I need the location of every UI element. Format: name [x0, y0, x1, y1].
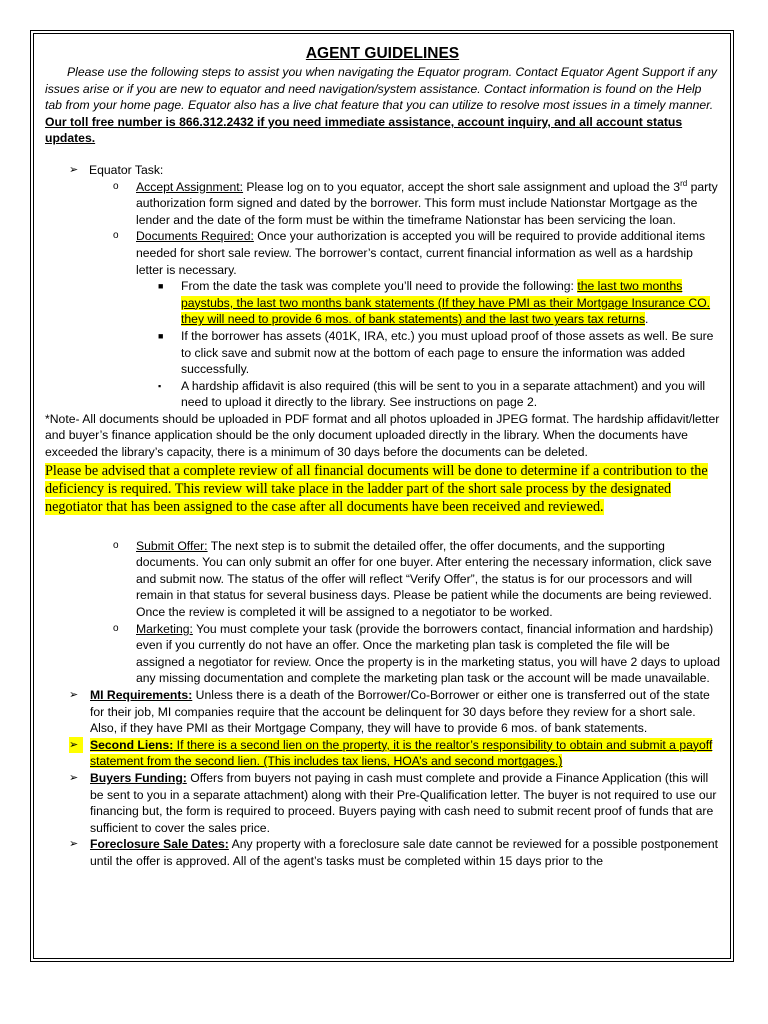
accept-assignment-item	[45, 179, 720, 229]
documents-required-item	[45, 228, 720, 278]
note-paragraph: *Note- All documents should be uploaded in PDF format and all photos uploaded in JPEG format. The hardship affidavit/letter and buyer’s finance application should be the only document uploaded directly in the library. When the documents have exceeded the library’s capacity, there is a minimum of 30 days before the documents can be deleted.	[45, 411, 720, 460]
arrow-bullet-icon: ➢	[69, 689, 79, 701]
foreclosure-item	[45, 836, 720, 869]
submit-offer-heading: Submit Offer:	[136, 538, 208, 553]
submit-offer-text: The next step is to submit the detailed offer, the offer documents, and the supporting documents. You can only submit an offer for one buyer. After entering the necessary information, click save and submit now. The status of the offer will reflect “Verify Offer”, the status is for our processors and will remain in that status for several business days. Please be patient while the documents are being reviewed. Once the review is completed it will be assigned to a negotiator to be worked.	[136, 538, 712, 620]
circle-bullet-icon: o	[113, 180, 119, 192]
documents-required-heading: Documents Required:	[136, 229, 254, 244]
square-bullet-icon: ▪	[158, 380, 162, 391]
circle-bullet-icon: o	[113, 230, 119, 242]
page-title: AGENT GUIDELINES	[305, 45, 460, 62]
spacer	[45, 516, 720, 538]
documents-bullet	[45, 378, 720, 411]
documents-required-text: Once your authorization is accepted you will be required to provide additional items needed for short sale review. The borrower’s contact, current financial information as well as a hardship letter is necessary.	[136, 229, 706, 277]
mi-requirements-item	[45, 687, 720, 737]
foreclosure-heading: Foreclosure Sale Dates:	[90, 837, 229, 852]
accept-assignment-heading: Accept Assignment:	[136, 179, 244, 194]
circle-bullet-icon: o	[113, 622, 119, 634]
equator-task-item	[45, 162, 720, 179]
square-bullet-icon: ■	[158, 330, 164, 341]
arrow-bullet-icon: ➢	[69, 737, 83, 754]
buyers-funding-heading: Buyers Funding:	[90, 770, 187, 785]
accept-assignment-text-b: party authorization form signed and dated by the borrower. This form must include Nationstar Mortgage as the lender and the date of the form must be within the timeframe Nationstar has been servicing the loan.	[136, 179, 718, 227]
intro-text: Please use the following steps to assist you when navigating the Equator program. Contact Equator Agent Support if any issues arise or if you are new to equator and need navigation/system assistance. Contact information is found on the Help tab from your home page. Equator also has a live chat feature that you can utilize to resolve most issues in a timely manner.	[45, 65, 717, 113]
documents-bullet	[45, 328, 720, 378]
documents-bullet-end: .	[645, 312, 649, 327]
circle-bullet-icon: o	[113, 539, 119, 551]
marketing-item	[45, 621, 720, 687]
advisory-highlight: Please be advised that a complete review of all financial documents will be done to determine if a contribution to the deficiency is required. This review will take place in the ladder part of the short sale process by the designated negotiator that has been assigned to the case after all documents have been received and reviewed.	[45, 462, 708, 515]
marketing-text: You must complete your task (provide the borrowers contact, financial information and hardship) even if you currently do not have an offer. Once the marketing plan task is completed the file will be assigned a negotiator for review. Once the property is in the marketing status, you will have 2 days to upload any missing documentation and complete the marketing plan task or the account will be made unavailable.	[136, 621, 720, 686]
square-bullet-icon: ■	[158, 281, 164, 292]
toll-free-number: Our toll free number is 866.312.2432 if you need immediate assistance, account inquiry, and all account status updates.	[45, 114, 683, 146]
second-liens-item	[45, 737, 720, 770]
documents-bullet-text: If the borrower has assets (401K, IRA, etc.) you must upload proof of those assets as well. Be sure to click save and submit now at the bottom of each page to ensure the information was added successfully.	[181, 328, 714, 377]
buyers-funding-item	[45, 770, 720, 836]
documents-bullet-highlight: the last two months paystubs, the last two months bank statements (If they have PMI as their Mortgage Insurance CO. they will need to provide 6 mos. of bank statements) and the last two years tax returns	[181, 279, 711, 327]
equator-task-label: Equator Task:	[89, 162, 164, 177]
arrow-bullet-icon: ➢	[69, 771, 79, 784]
documents-bullet	[45, 278, 720, 328]
accept-assignment-sup: rd	[680, 178, 688, 188]
advisory-paragraph	[45, 462, 720, 516]
documents-bullet-text: A hardship affidavit is also required (this will be sent to you in a separate attachment) and you will need to upload it directly to the library. See instructions on page 2.	[181, 378, 706, 410]
mi-requirements-heading: MI Requirements:	[90, 688, 193, 702]
buyers-funding-text: Offers from buyers not paying in cash must complete and provide a Finance Application (this will be sent to you in a separate attachment) along with their Pre-Qualification letter. The buyer is not required to use our financing but, the form is required to proceed. Buyers paying with cash need to submit recent proof of funds that are sufficient to cover the sales price.	[90, 770, 717, 835]
document-body	[45, 44, 720, 870]
arrow-bullet-icon: ➢	[69, 838, 79, 851]
second-liens-heading: Second Liens:	[90, 737, 174, 752]
submit-offer-item	[45, 538, 720, 621]
foreclosure-text: Any property with a foreclosure sale date cannot be reviewed for a possible postponement until the offer is approved. All of the agent’s tasks must be completed within 15 days prior to the	[90, 837, 719, 868]
documents-bullet-text: From the date the task was complete you’ll need to provide the following:	[181, 279, 578, 294]
second-liens-text: If there is a second lien on the property, it is the realtor’s responsibility to obtain and submit a payoff statement from the second lien. (This includes tax liens, HOA’s and second mortgages.)	[90, 737, 713, 769]
arrow-bullet-icon: ➢	[69, 163, 79, 176]
accept-assignment-text-a: Please log on to you equator, accept the short sale assignment and upload the 3	[243, 179, 681, 194]
marketing-heading: Marketing:	[136, 621, 193, 636]
intro-paragraph	[45, 64, 720, 147]
mi-requirements-text: Unless there is a death of the Borrower/Co-Borrower or either one is transferred out of the state for their job, MI companies require that the account be delinquent for 30 days before they review for a short sale. Also, if they have PMI as their Mortgage Company, they will have to provide 6 mos. of bank statements.	[90, 688, 710, 736]
